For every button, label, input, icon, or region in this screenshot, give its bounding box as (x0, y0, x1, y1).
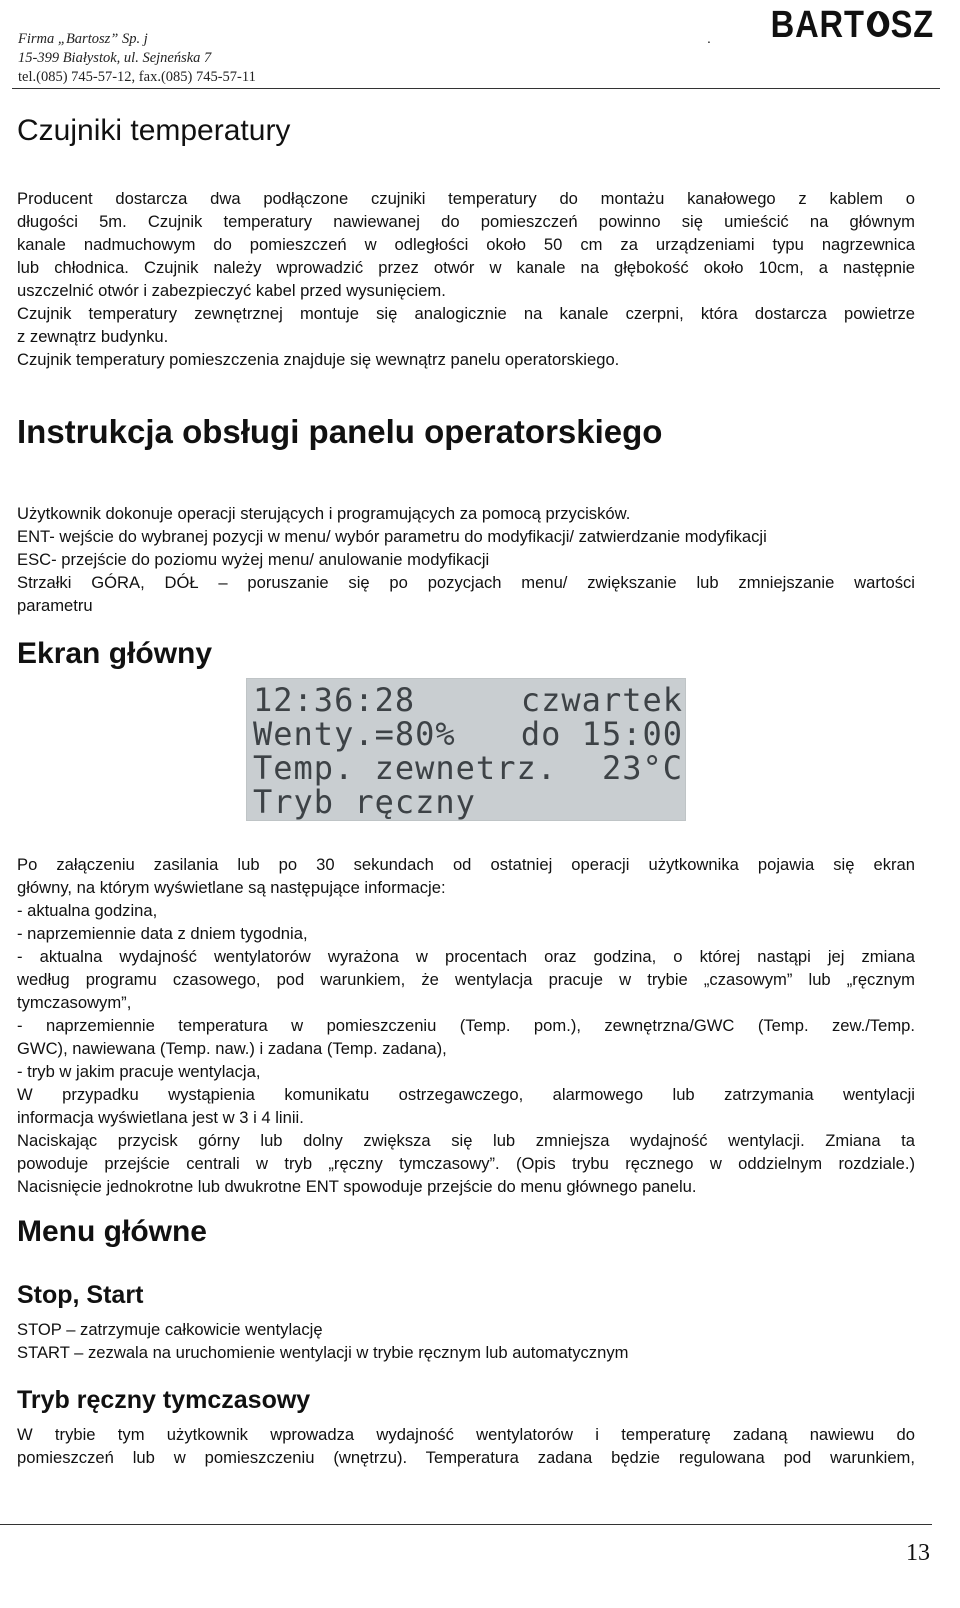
text-line: STOP – zatrzymuje całkowicie wentylację (17, 1320, 323, 1339)
section-title-main-screen: Ekran główny (17, 637, 213, 670)
lcd-fan-speed: Wenty.=80% (253, 715, 456, 753)
section-title-stop-start: Stop, Start (17, 1281, 144, 1309)
text-line: długości 5m. Czujnik temperatury nawiewanej do pomieszczeń powinno się umieścić na głównym (17, 212, 915, 231)
text-line: główny, na którym wyświetlane są następujące informacje: (17, 878, 446, 897)
lcd-mode: Tryb ręczny (253, 783, 476, 821)
sensors-paragraph (17, 187, 915, 371)
lcd-row (253, 751, 683, 785)
page-number: 13 (906, 1540, 930, 1566)
header-divider (12, 88, 940, 89)
lcd-row (253, 785, 683, 819)
manual-temporary-paragraph (17, 1423, 915, 1469)
company-address: 15-399 Białystok, ul. Sejneńska 7 (18, 50, 212, 66)
lcd-until-time: do 15:00 (520, 715, 683, 753)
text-line: GWC), nawiewana (Temp. naw.) i zadana (Temp. zadana), (17, 1039, 447, 1058)
text-line: - aktualna godzina, (17, 901, 158, 920)
text-line: z zewnątrz budynku. (17, 327, 169, 346)
section-title-sensors: Czujniki temperatury (17, 114, 291, 147)
header-dot: . (707, 30, 711, 46)
text-line: W przypadku wystąpienia komunikatu ostrzegawczego, alarmowego lub zatrzymania wentylacji (17, 1085, 915, 1104)
stop-start-paragraph (17, 1318, 915, 1364)
manual-paragraph (17, 502, 915, 617)
text-line: informacja wyświetlana jest w 3 i 4 linii. (17, 1108, 304, 1127)
section-title-main-menu: Menu główne (17, 1215, 207, 1248)
lcd-temp-label: Temp. zewnetrz. (253, 749, 557, 787)
text-line: powoduje przejście centrali w tryb „ręczny tymczasowy”. (Opis trybu ręcznego w oddzielnym rozdziale.) (17, 1154, 915, 1173)
company-header (18, 30, 256, 87)
text-line: pomieszczeń lub w pomieszczeniu (wnętrzu). Temperatura zadana będzie regulowana pod warunkiem, (17, 1448, 915, 1467)
text-line: W trybie tym użytkownik wprowadza wydajność wentylatorów i temperaturę zadaną nawiewu do (17, 1425, 915, 1444)
section-title-manual: Instrukcja obsługi panelu operatorskiego (17, 413, 663, 450)
main-screen-paragraph (17, 853, 915, 1198)
lcd-row (253, 683, 683, 717)
lcd-temp-value: 23°C (601, 749, 683, 787)
text-line: Czujnik temperatury zewnętrznej montuje się analogicznie na kanale czerpni, która dostarcza powietrze (17, 304, 915, 323)
text-line: Czujnik temperatury pomieszczenia znajduje się wewnątrz panelu operatorskiego. (17, 350, 620, 369)
company-phone: tel.(085) 745-57-12, fax.(085) 745-57-11 (18, 69, 256, 85)
text-line: - naprzemiennie data z dniem tygodnia, (17, 924, 308, 943)
text-line: - aktualna wydajność wentylatorów wyrażona w procentach oraz godzina, o której nastąpi jej zmiana (17, 947, 915, 966)
text-line: START – zezwala na uruchomienie wentylacji w trybie ręcznym lub automatycznym (17, 1343, 629, 1362)
footer-divider (0, 1524, 932, 1525)
lcd-row (253, 717, 683, 751)
text-line: lub chłodnica. Czujnik należy wprowadzić przez otwór w kanale na głębokość około 10cm, a następnie (17, 258, 915, 277)
bartosz-logo (771, 4, 934, 47)
logo-text-left: BART (770, 4, 865, 46)
section-title-manual-temporary: Tryb ręczny tymczasowy (17, 1386, 311, 1414)
text-line: ESC- przejście do poziomu wyżej menu/ anulowanie modyfikacji (17, 550, 490, 569)
text-line: Nacisnięcie jednokrotne lub dwukrotne ENT spowoduje przejście do menu głównego panelu. (17, 1177, 697, 1196)
text-line: parametru (17, 596, 93, 615)
lcd-time: 12:36:28 (253, 681, 416, 719)
text-line: ENT- wejście do wybranej pozycji w menu/ wybór parametru do modyfikacji/ zatwierdzanie modyfikacji (17, 527, 767, 546)
text-line: - naprzemiennie temperatura w pomieszczeniu (Temp. pom.), zewnętrzna/GWC (Temp. zew./Temp. (17, 1016, 915, 1035)
logo-drop-icon (865, 6, 891, 38)
text-line: Po załączeniu zasilania lub po 30 sekundach od ostatniej operacji użytkownika pojawia się ekran (17, 855, 915, 874)
lcd-screen (246, 678, 686, 821)
text-line: Strzałki GÓRA, DÓŁ – poruszanie się po pozycjach menu/ zwiększanie lub zmniejszanie wartości (17, 573, 915, 592)
text-line: - tryb w jakim pracuje wentylacja, (17, 1062, 261, 1081)
text-line: Użytkownik dokonuje operacji sterujących i programujących za pomocą przycisków. (17, 504, 631, 523)
text-line: uszczelnić otwór i zabezpieczyć kabel przed wysunięciem. (17, 281, 446, 300)
text-line: Producent dostarcza dwa podłączone czujniki temperatury do montażu kanałowego z kablem o (17, 189, 915, 208)
text-line: kanale nadmuchowym do pomieszczeń w odległości około 50 cm za urządzeniami typu nagrzewnica (17, 235, 915, 254)
company-name: Firma „Bartosz” Sp. j (18, 31, 148, 47)
lcd-weekday: czwartek (520, 681, 683, 719)
text-line: według programu czasowego, pod warunkiem, że wentylacja pracuje w trybie „czasowym” lub „ręcznym (17, 970, 915, 989)
logo-text-right: SZ (890, 4, 934, 46)
text-line: Naciskając przycisk górny lub dolny zwiększa się lub zmniejsza wydajność wentylacji. Zmiana ta (17, 1131, 915, 1150)
text-line: tymczasowym”, (17, 993, 132, 1012)
